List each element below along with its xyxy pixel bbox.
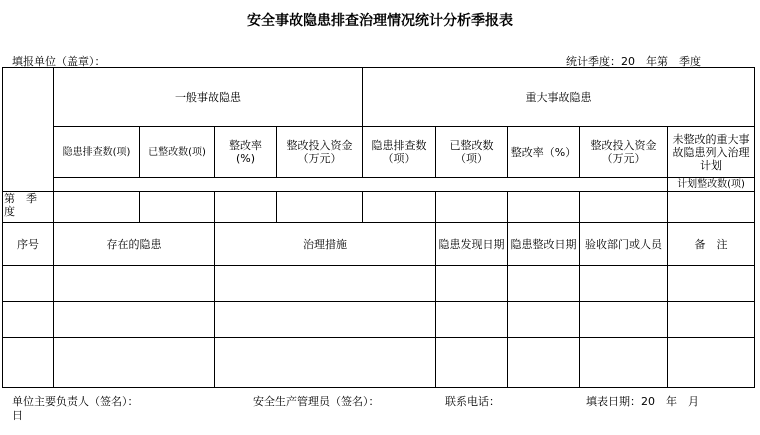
unfixed-major-plan-header: 未整改的重大事故隐患列入治理计划 — [668, 127, 755, 178]
acceptance-dept-header: 验收部门或人员 — [580, 223, 668, 266]
contact-phone-label: 联系电话： — [445, 395, 500, 408]
blank-cell — [54, 178, 668, 192]
major-hazards-header: 重大事故隐患 — [363, 68, 755, 127]
data-cell[interactable] — [54, 192, 140, 223]
table-row — [3, 338, 755, 388]
general-rectify-rate-header: 整改率 (%) — [215, 127, 277, 178]
existing-hazard-header: 存在的隐患 — [54, 223, 215, 266]
data-cell[interactable] — [277, 192, 363, 223]
data-cell[interactable] — [363, 192, 436, 223]
report-table — [2, 67, 755, 388]
data-cell[interactable] — [436, 338, 508, 388]
table-row — [3, 266, 755, 302]
general-inspected-count-header: 隐患排查数(项) — [54, 127, 140, 178]
data-cell[interactable] — [508, 192, 580, 223]
data-cell[interactable] — [580, 192, 668, 223]
data-cell[interactable] — [54, 266, 215, 302]
major-rectified-count-header: 已整改数（项） — [436, 127, 508, 178]
treatment-measures-header: 治理措施 — [215, 223, 436, 266]
quarter-row-label: 第 季 度 — [3, 192, 54, 223]
corner-cell — [3, 68, 54, 192]
data-cell[interactable] — [668, 302, 755, 338]
general-investment-header: 整改投入资金（万元） — [277, 127, 363, 178]
data-cell[interactable] — [668, 192, 755, 223]
safety-admin-signature: 安全生产管理员（签名）： — [253, 395, 380, 408]
data-cell[interactable] — [580, 302, 668, 338]
reporting-unit-label: 填报单位（盖章）： — [12, 55, 106, 68]
data-cell[interactable] — [3, 338, 54, 388]
data-cell[interactable] — [215, 302, 436, 338]
responsible-person-signature: 单位主要负责人（签名）： — [12, 395, 139, 408]
data-cell[interactable] — [668, 266, 755, 302]
data-cell[interactable] — [436, 266, 508, 302]
fill-date-label: 填表日期：20 年 月 — [586, 395, 699, 408]
data-cell[interactable] — [508, 266, 580, 302]
major-inspected-count-header: 隐患排查数（项） — [363, 127, 436, 178]
data-cell[interactable] — [668, 338, 755, 388]
fill-date-day-label: 日 — [12, 409, 23, 422]
data-cell[interactable] — [215, 338, 436, 388]
data-cell[interactable] — [215, 266, 436, 302]
remarks-header: 备 注 — [668, 223, 755, 266]
serial-number-header: 序号 — [3, 223, 54, 266]
data-cell[interactable] — [436, 302, 508, 338]
general-rectified-count-header: 已整改数(项) — [140, 127, 215, 178]
planned-fix-count-header: 计划整改数(项) — [668, 178, 755, 192]
data-cell[interactable] — [3, 302, 54, 338]
data-cell[interactable] — [54, 338, 215, 388]
data-cell[interactable] — [580, 338, 668, 388]
report-title: 安全事故隐患排查治理情况统计分析季报表 — [247, 13, 513, 29]
data-cell[interactable] — [508, 338, 580, 388]
data-cell[interactable] — [436, 192, 508, 223]
data-cell[interactable] — [140, 192, 215, 223]
major-rectify-rate-header: 整改率（%） — [508, 127, 580, 178]
data-cell[interactable] — [215, 192, 277, 223]
data-cell[interactable] — [54, 302, 215, 338]
rectification-date-header: 隐患整改日期 — [508, 223, 580, 266]
data-cell[interactable] — [508, 302, 580, 338]
data-cell[interactable] — [580, 266, 668, 302]
data-cell[interactable] — [3, 266, 54, 302]
statistical-quarter-label: 统计季度：20 年第 季度 — [566, 55, 701, 68]
major-investment-header: 整改投入资金（万元） — [580, 127, 668, 178]
general-hazards-header: 一般事故隐患 — [54, 68, 363, 127]
table-row — [3, 302, 755, 338]
discovery-date-header: 隐患发现日期 — [436, 223, 508, 266]
